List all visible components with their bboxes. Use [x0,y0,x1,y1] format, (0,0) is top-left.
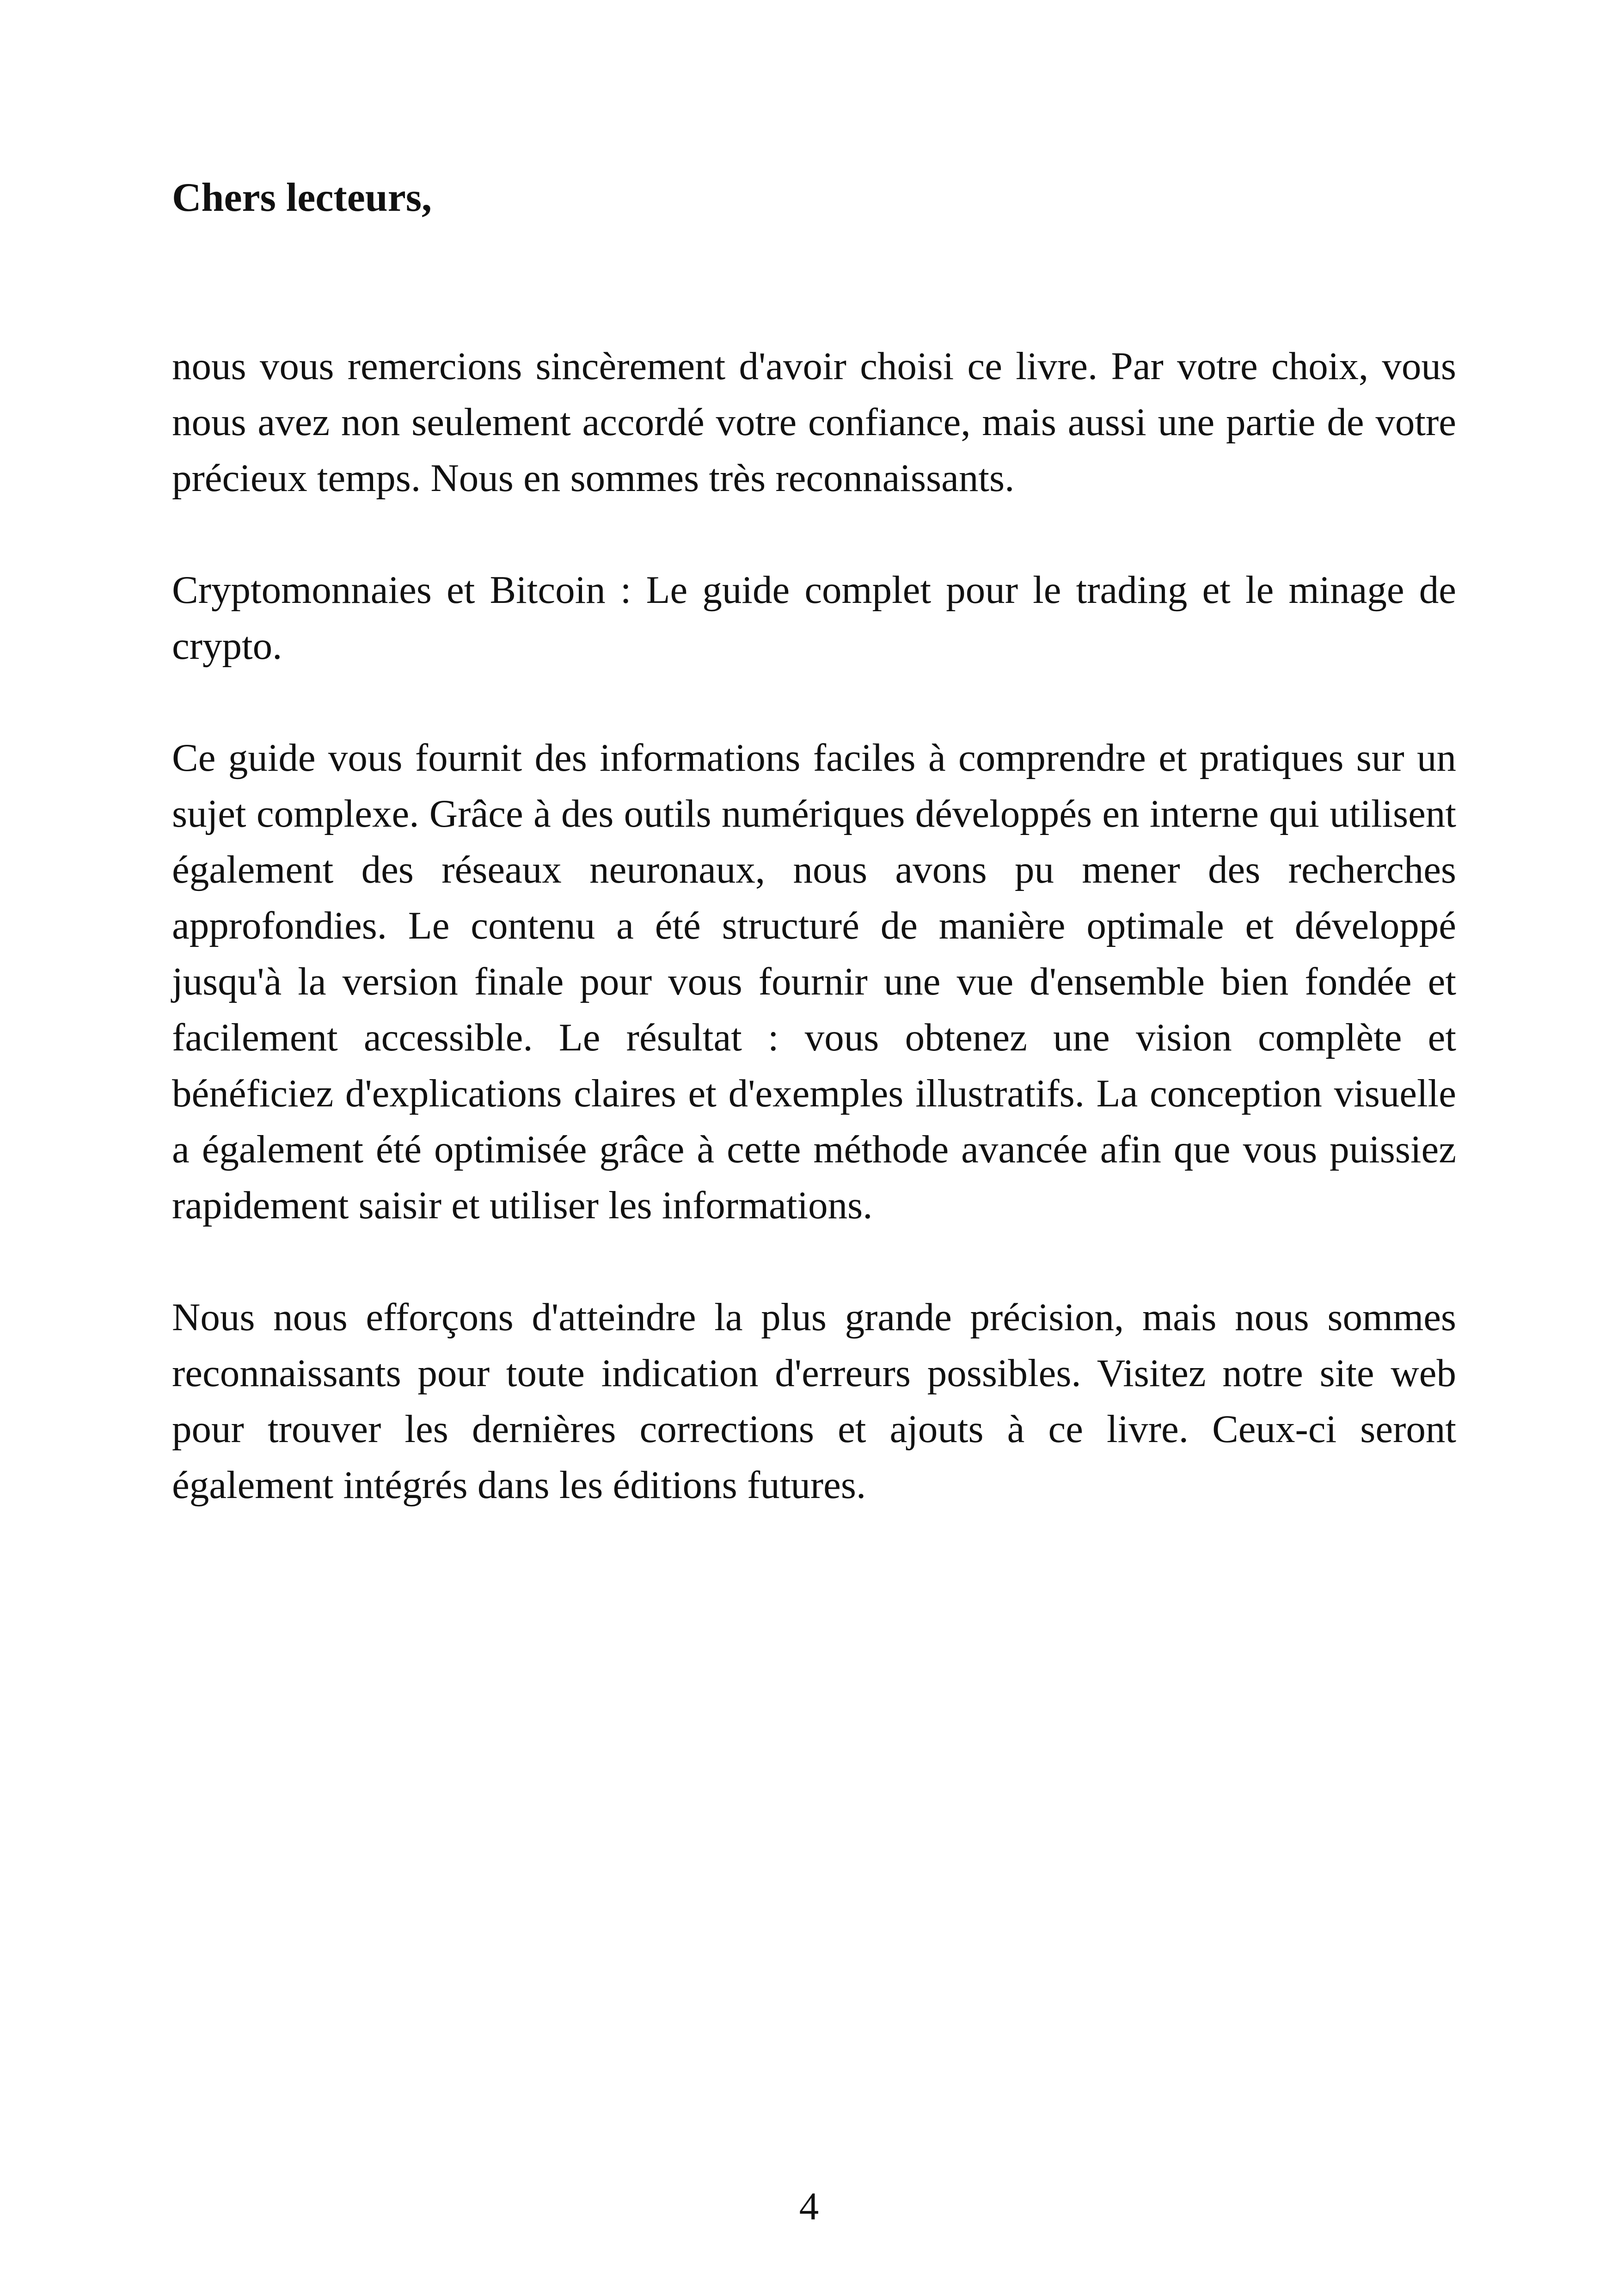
paragraph-book-title: Cryptomonnaies et Bitcoin : Le guide complet pour le trading et le minage de crypto. [172,568,1456,668]
salutation-heading: Chers lecteurs, [172,175,432,220]
page-number: 4 [799,2185,819,2228]
letter-body [172,338,1456,1513]
paragraph-guide-description: Ce guide vous fournit des informations faciles à comprendre et pratiques sur un sujet complexe. Grâce à des outils numériques développés en interne qui utilisent également des réseaux neuronaux, nous avons pu mener des recherches approfondies. Le contenu a été structuré de manière optimale et développé jusqu'à la version finale pour vous fournir une vue d'ensemble bien fondée et facilement accessible. Le résultat : vous obtenez une vision complète et bénéficiez d'explications claires et d'exemples illustratifs. La conception visuelle a également été optimisée grâce à cette méthode avancée afin que vous puissiez rapidement saisir et utiliser les informations. [172,736,1456,1227]
paragraph-corrections: Nous nous efforçons d'atteindre la plus grande précision, mais nous sommes reconnaissants pour toute indication d'erreurs possibles. Visitez notre site web pour trouver les dernières corrections et ajouts à ce livre. Ceux-ci seront également intégrés dans les éditions futures. [172,1295,1456,1507]
paragraph-thanks: nous vous remercions sincèrement d'avoir choisi ce livre. Par votre choix, vous nous avez non seulement accordé votre confiance, mais aussi une partie de votre précieux temps. Nous en sommes très reconnaissants. [172,344,1456,500]
